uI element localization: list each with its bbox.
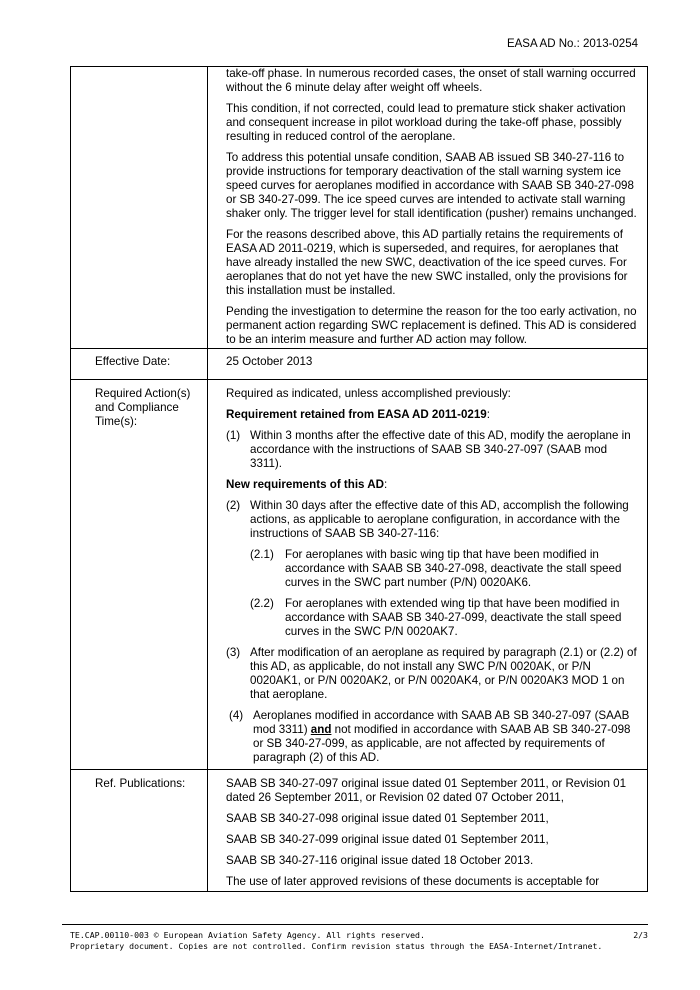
ref-publication-item: SAAB SB 340-27-098 original issue dated 01 September 2011, bbox=[226, 812, 549, 825]
page-number: 2/3 bbox=[633, 930, 648, 940]
background-label-cell bbox=[71, 67, 208, 349]
requirement-item-1 bbox=[226, 429, 637, 471]
item-4-text-pre: Aeroplanes modified in accordance with SAAB AB SB 340-27-097 (SAAB mod 3311) bbox=[253, 709, 630, 736]
item-number: (2) bbox=[226, 499, 241, 512]
item-number: (1) bbox=[226, 429, 241, 442]
ref-publication-item: SAAB SB 340-27-116 original issue dated 18 October 2013. bbox=[226, 854, 534, 867]
required-actions-label: Required Action(s) and Compliance Time(s): bbox=[71, 380, 208, 770]
item-number: (3) bbox=[226, 646, 241, 659]
background-paragraph: To address this potential unsafe condition, SAAB AB issued SB 340-27-116 to provide instructions for temporary deactivation of the stall warning system ice speed curves for aeroplanes modified in accordance with SAAB SB 340-27-098 or SB 340-27-099. The ice speed curves are intended to activate stall warning shaker only. The trigger level for stall identification (pusher) remains unchanged. bbox=[226, 151, 637, 220]
requirement-item-2-2 bbox=[250, 597, 637, 639]
item-text: For aeroplanes with basic wing tip that have been modified in accordance with SAAB SB 340-27-098, deactivate the stall speed curves in the SWC part number (P/N) 0020AK6. bbox=[285, 548, 622, 589]
required-actions-row bbox=[71, 380, 648, 770]
page-footer bbox=[70, 930, 648, 952]
item-number: (2.1) bbox=[250, 548, 274, 561]
retained-heading-colon: : bbox=[486, 408, 490, 421]
item-text: For aeroplanes with extended wing tip that have been modified in accordance with SAAB SB 340-27-099, deactivate the stall speed curves in the SWC P/N 0020AK7. bbox=[285, 597, 622, 638]
item-text: After modification of an aeroplane as required by paragraph (2.1) or (2.2) of this AD, as applicable, do not install any SWC P/N 0020AK, or P/N 0020AK1, or P/N 0020AK2, or P/N 0020AK4, or P/N 0020AK3 MOD 1 on that aeroplane. bbox=[250, 646, 637, 701]
background-paragraph: take-off phase. In numerous recorded cases, the onset of stall warning occurred without the 6 minute delay after weight off wheels. bbox=[226, 67, 636, 94]
ref-publication-item: SAAB SB 340-27-099 original issue dated 01 September 2011, bbox=[226, 833, 549, 846]
background-content bbox=[208, 67, 648, 349]
requirement-item-4 bbox=[226, 709, 637, 765]
effective-date-row bbox=[71, 349, 648, 380]
new-heading bbox=[226, 478, 637, 492]
footer-disclaimer: Proprietary document. Copies are not controlled. Confirm revision status through the EASA-Internet/Intranet. bbox=[70, 941, 603, 951]
required-actions-content bbox=[208, 380, 648, 770]
background-row bbox=[71, 67, 648, 349]
ad-number-header: EASA AD No.: 2013-0254 bbox=[506, 38, 638, 50]
ref-publications-row bbox=[71, 770, 648, 892]
item-text bbox=[253, 709, 637, 765]
item-4-text-post: not modified in accordance with SAAB AB SB 340-27-098 or SB 340-27-099, as applicable, are not affected by requirements of paragraph (2) of this AD. bbox=[253, 723, 631, 764]
background-paragraph: Pending the investigation to determine the reason for the too early activation, no permanent action regarding SWC replacement is defined. This AD is considered to be an interim measure and further AD action may follow. bbox=[226, 305, 637, 346]
background-paragraph: For the reasons described above, this AD partially retains the requirements of EASA AD 2011-0219, which is superseded, and requires, for aeroplanes that have already installed the new SWC, deactivation of the ice speed curves. For aeroplanes that do not yet have the new SWC installed, only the provisions for this installation must be installed. bbox=[226, 228, 628, 297]
item-number: (2.2) bbox=[250, 597, 274, 610]
ad-table bbox=[70, 66, 648, 892]
item-4-and-emphasis: and bbox=[310, 723, 332, 736]
item-text: Within 30 days after the effective date of this AD, accomplish the following actions, as applicable to aeroplane configuration, in accordance with the instructions of SAAB SB 340-27-116: bbox=[250, 499, 629, 540]
ref-publications-content bbox=[208, 770, 648, 892]
background-paragraph: This condition, if not corrected, could lead to premature stick shaker activation and consequent increase in pilot workload during the take-off phase, possibly resulting in reduced control of the aeroplane. bbox=[226, 102, 626, 143]
effective-date-label: Effective Date: bbox=[71, 349, 208, 380]
new-heading-colon: : bbox=[384, 478, 388, 491]
footer-divider bbox=[62, 924, 648, 925]
requirement-item-2-1 bbox=[250, 548, 637, 590]
ref-publication-item: The use of later approved revisions of these documents is acceptable for bbox=[226, 875, 600, 888]
retained-heading-text: Requirement retained from EASA AD 2011-0219 bbox=[226, 408, 487, 421]
requirement-item-3 bbox=[226, 646, 637, 702]
retained-heading bbox=[226, 408, 637, 422]
requirement-item-2 bbox=[226, 499, 637, 541]
actions-intro: Required as indicated, unless accomplished previously: bbox=[226, 387, 511, 400]
footer-copyright: TE.CAP.00110-003 © European Aviation Safety Agency. All rights reserved. bbox=[70, 930, 425, 940]
ref-publication-item: SAAB SB 340-27-097 original issue dated 01 September 2011, or Revision 01 dated 26 September 2011, or Revision 02 dated 07 October 2011, bbox=[226, 777, 627, 804]
new-heading-text: New requirements of this AD bbox=[226, 478, 385, 491]
item-number: (4) bbox=[229, 709, 244, 722]
ref-publications-label: Ref. Publications: bbox=[71, 770, 208, 892]
effective-date-value: 25 October 2013 bbox=[208, 349, 648, 380]
item-text: Within 3 months after the effective date of this AD, modify the aeroplane in accordance with the instructions of SAAB SB 340-27-097 (SAAB mod 3311). bbox=[250, 429, 631, 470]
